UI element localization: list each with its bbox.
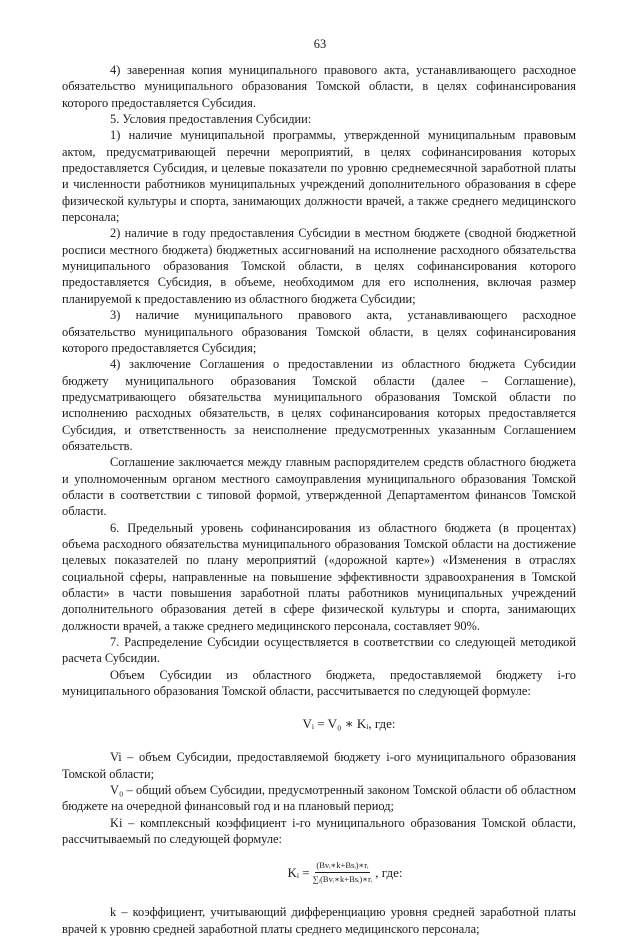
paragraph-s5-agreement: Соглашение заключается между главным распорядителем средств областного бюджета и уполномоченным органом местного самоуправления муниципального образования Томской области в соответствии с типовой формой, утвержденной Департаментом финансов Томской области. — [62, 455, 576, 519]
formula-ki-numerator: (Bvᵢ∗k+Bsᵢ)∗rᵢ — [315, 860, 369, 873]
page-number: 63 — [313, 37, 327, 51]
paragraph-def-k: k – коэффициент, учитывающий дифференциацию уровня средней заработной платы врачей к уровню средней заработной платы среднего медицинского персонала; — [62, 905, 576, 936]
paragraph-def-vi: Vi – объем Субсидии, предоставляемой бюджету i-ого муниципального образования Томской области; — [62, 750, 576, 781]
paragraph-s5-item2: 2) наличие в году предоставления Субсидии в местном бюджете (сводной бюджетной росписи местного бюджета) бюджетных ассигнований на исполнение расходного обязательства муниципального образования Томской области, в целях софинансирования которого предоставляется Субсидия, в объеме, необходимом для его исполнения, включая размер планируемой к предоставлению из областного бюджета Субсидии; — [62, 226, 576, 306]
paragraph-s7-volume: Объем Субсидии из областного бюджета, предоставляемой бюджету i-го муниципального образования Томской области, рассчитывается по следующей формуле: — [62, 667, 576, 699]
paragraph-s5-item3: 3) наличие муниципального правового акта, устанавливающего расходное обязательство муниципального образования Томской области, в целях софинансирования которого предоставляется Субсидия; — [62, 308, 576, 355]
paragraphs-bottom — [62, 904, 576, 937]
formula-ki-tail: , где: — [375, 864, 403, 880]
paragraph-def-v0: V₀ – общий объем Субсидии, предусмотренный законом Томской области об областном бюджете на очередной финансовый год и на плановый период; — [62, 783, 576, 814]
paragraph-s6: 6. Предельный уровень софинансирования из областного бюджета (в процентах) объема расходного обязательства муниципального образования Томской области на достижение целевых показателей по плану мероприятий («дорожной карте») «Изменения в отраслях социальной сферы, направленные на повышение эффективности здравоохранения в Томской области» в части повышения заработной платы работников муниципальных учреждений дополнительного образования детей в сфере физической культуры и спорта, занимающих должности врачей, а также среднего медицинского персонала, составляет 90%. — [62, 520, 576, 633]
formula-ki-denominator: ∑ᵢ(Bvᵢ∗k+Bsᵢ)∗rᵢ — [312, 874, 373, 885]
paragraph-p4-copy: 4) заверенная копия муниципального правового акта, устанавливающего расходное обязательство муниципального образования Томской области, в целях софинансирования которого предоставляется Субсидия. — [62, 63, 576, 110]
paragraph-s5-item4: 4) заключение Соглашения о предоставлении из областного бюджета Субсидии бюджету муниципального образования Томской области (далее – Соглашение), предусматривающего обязательства муниципального образования Томской области по исполнению расходных обязательств, в целях софинансирования которых предоставляется Субсидия, и ответственность за неисполнение предусмотренных указанным Соглашением обязательств. — [62, 357, 576, 453]
paragraph-s5-heading: 5. Условия предоставления Субсидии: — [110, 112, 312, 127]
formula-ki-lhs: Kᵢ = — [287, 864, 310, 880]
document-body — [62, 62, 576, 937]
formula-vi: Vᵢ = V₀ ∗ Kᵢ, где: — [302, 716, 396, 732]
paragraphs-mid — [62, 749, 576, 847]
formula-ki-fraction — [313, 860, 373, 885]
formula-ki — [62, 860, 576, 885]
paragraphs-top — [62, 62, 576, 699]
paragraph-def-ki: Ki – комплексный коэффициент i-го муниципального образования Томской области, рассчитываемый по следующей формуле: — [62, 815, 576, 847]
paragraph-s5-item1: 1) наличие муниципальной программы, утвержденной муниципальным правовым актом, предусматривающей перечни мероприятий, в целях софинансирования которых предоставляется Субсидия, и целевые показатели по уровню среднемесячной заработной платы и численности работников муниципальных учреждений дополнительного образования в сфере физической культуры и спорта, занимающих должности врачей, а также среднего медицинского персонала; — [62, 128, 576, 225]
paragraph-s7: 7. Распределение Субсидии осуществляется в соответствии со следующей методикой расчета Субсидии. — [62, 635, 576, 666]
